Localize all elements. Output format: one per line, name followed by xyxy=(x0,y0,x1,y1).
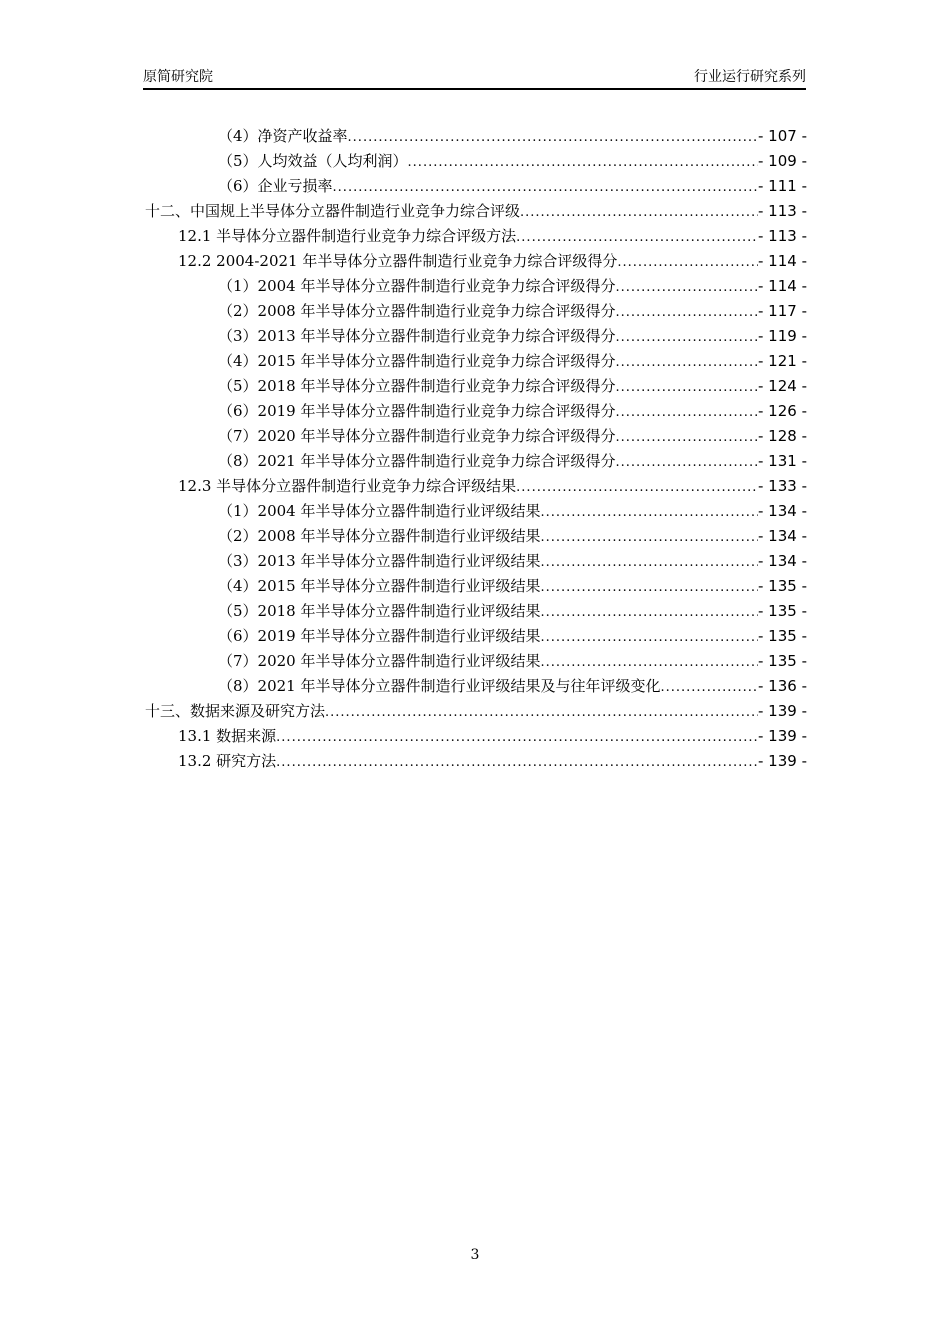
toc-dot-leader xyxy=(348,125,758,150)
toc-entry-title: （7）2020 年半导体分立器件制造行业评级结果 xyxy=(218,652,541,670)
toc-dot-leader xyxy=(616,425,759,450)
toc-dot-leader xyxy=(541,550,759,575)
toc-entry-title: 12.2 2004-2021 年半导体分立器件制造行业竞争力综合评级得分 xyxy=(178,252,618,270)
toc-entry-title: （8）2021 年半导体分立器件制造行业竞争力综合评级得分 xyxy=(218,452,616,470)
toc-section-entry[interactable] xyxy=(178,224,807,249)
toc-entry-page: - 114 - xyxy=(758,277,807,295)
toc-entry-title: （5）2018 年半导体分立器件制造行业评级结果 xyxy=(218,602,541,620)
toc-entry[interactable] xyxy=(218,374,807,399)
toc-entry-page: - 134 - xyxy=(758,552,807,570)
toc-entry-page: - 111 - xyxy=(758,177,807,195)
toc-section-entry[interactable] xyxy=(178,749,807,774)
toc-dot-leader xyxy=(541,500,759,525)
toc-entry-page: - 109 - xyxy=(758,152,807,170)
toc-entry-page: - 113 - xyxy=(758,227,807,245)
toc-entry-title: 十二、中国规上半导体分立器件制造行业竞争力综合评级 xyxy=(145,202,521,220)
page-number: 3 xyxy=(470,1247,480,1263)
toc-chapter-entry[interactable] xyxy=(145,699,807,724)
toc-dot-leader xyxy=(617,250,758,275)
toc-entry-page: - 139 - xyxy=(758,752,807,770)
toc-entry-page: - 135 - xyxy=(758,652,807,670)
toc-dot-leader xyxy=(616,400,759,425)
toc-dot-leader xyxy=(616,375,759,400)
toc-entry[interactable] xyxy=(218,299,807,324)
toc-entry-page: - 107 - xyxy=(758,127,807,145)
toc-entry[interactable] xyxy=(218,674,807,699)
toc-entry-title: （8）2021 年半导体分立器件制造行业评级结果及与往年评级变化 xyxy=(218,677,661,695)
toc-entry[interactable] xyxy=(218,599,807,624)
toc-entry-page: - 133 - xyxy=(758,477,807,495)
toc-dot-leader xyxy=(616,300,759,325)
page-header xyxy=(143,66,806,90)
toc-entry-page: - 135 - xyxy=(758,627,807,645)
toc-entry-page: - 114 - xyxy=(758,252,807,270)
toc-entry-title: （1）2004 年半导体分立器件制造行业评级结果 xyxy=(218,502,541,520)
toc-entry[interactable] xyxy=(218,649,807,674)
toc-entry[interactable] xyxy=(218,424,807,449)
toc-dot-leader xyxy=(541,625,759,650)
toc-section-entry[interactable] xyxy=(178,249,807,274)
toc-entry-page: - 139 - xyxy=(758,727,807,745)
toc-dot-leader xyxy=(541,600,759,625)
toc-entry[interactable] xyxy=(218,499,807,524)
toc-entry[interactable] xyxy=(218,149,807,174)
toc-entry-title: （3）2013 年半导体分立器件制造行业竞争力综合评级得分 xyxy=(218,327,616,345)
toc-entry-title: （4）2015 年半导体分立器件制造行业竞争力综合评级得分 xyxy=(218,352,616,370)
toc-entry-title: 12.3 半导体分立器件制造行业竞争力综合评级结果 xyxy=(178,477,517,495)
toc-entry-page: - 119 - xyxy=(758,327,807,345)
toc-entry[interactable] xyxy=(218,574,807,599)
toc-entry-title: 13.2 研究方法 xyxy=(178,752,277,770)
toc-dot-leader xyxy=(541,650,759,675)
toc-entry-title: （5）2018 年半导体分立器件制造行业竞争力综合评级得分 xyxy=(218,377,616,395)
toc-chapter-entry[interactable] xyxy=(145,199,807,224)
toc-dot-leader xyxy=(541,525,759,550)
toc-entry-title: （4）净资产收益率 xyxy=(218,127,348,145)
toc-entry-page: - 131 - xyxy=(758,452,807,470)
toc-entry-page: - 126 - xyxy=(758,402,807,420)
toc-entry-page: - 134 - xyxy=(758,502,807,520)
toc-dot-leader xyxy=(520,200,758,225)
toc-entry[interactable] xyxy=(218,324,807,349)
toc-entry-title: （5）人均效益（人均利润） xyxy=(218,152,408,170)
toc-entry[interactable] xyxy=(218,449,807,474)
toc-entry[interactable] xyxy=(218,349,807,374)
toc-entry[interactable] xyxy=(218,399,807,424)
toc-entry[interactable] xyxy=(218,174,807,199)
toc-dot-leader xyxy=(541,575,759,600)
toc-entry-page: - 113 - xyxy=(758,202,807,220)
toc-entry-page: - 128 - xyxy=(758,427,807,445)
toc-entry-title: （2）2008 年半导体分立器件制造行业竞争力综合评级得分 xyxy=(218,302,616,320)
toc-section-entry[interactable] xyxy=(178,474,807,499)
toc-entry-page: - 134 - xyxy=(758,527,807,545)
toc-dot-leader xyxy=(516,475,758,500)
toc-dot-leader xyxy=(616,325,759,350)
toc-entry-title: （6）企业亏损率 xyxy=(218,177,333,195)
toc-entry-page: - 135 - xyxy=(758,602,807,620)
toc-dot-leader xyxy=(616,275,759,300)
toc-dot-leader xyxy=(276,750,758,775)
toc-dot-leader xyxy=(276,725,758,750)
toc-entry-page: - 136 - xyxy=(758,677,807,695)
toc-entry-page: - 139 - xyxy=(758,702,807,720)
toc-entry-title: （4）2015 年半导体分立器件制造行业评级结果 xyxy=(218,577,541,595)
toc-entry[interactable] xyxy=(218,524,807,549)
toc-entry-title: （3）2013 年半导体分立器件制造行业评级结果 xyxy=(218,552,541,570)
toc-entry-title: （7）2020 年半导体分立器件制造行业竞争力综合评级得分 xyxy=(218,427,616,445)
toc-entry-title: （6）2019 年半导体分立器件制造行业评级结果 xyxy=(218,627,541,645)
toc-dot-leader xyxy=(616,450,759,475)
toc-entry[interactable] xyxy=(218,124,807,149)
toc-entry-title: 13.1 数据来源 xyxy=(178,727,277,745)
toc-entry-page: - 135 - xyxy=(758,577,807,595)
toc-entry-page: - 117 - xyxy=(758,302,807,320)
toc-entry-page: - 124 - xyxy=(758,377,807,395)
toc-entry-title: 十三、数据来源及研究方法 xyxy=(145,702,326,720)
toc-entry-title: （2）2008 年半导体分立器件制造行业评级结果 xyxy=(218,527,541,545)
toc-dot-leader xyxy=(408,150,758,175)
toc-entry[interactable] xyxy=(218,549,807,574)
toc-dot-leader xyxy=(616,350,759,375)
toc-entry-title: （1）2004 年半导体分立器件制造行业竞争力综合评级得分 xyxy=(218,277,616,295)
toc-entry[interactable] xyxy=(218,274,807,299)
toc-dot-leader xyxy=(516,225,758,250)
toc-dot-leader xyxy=(325,700,758,725)
header-institute-name: 原简研究院 xyxy=(143,69,213,85)
toc-dot-leader xyxy=(661,675,759,700)
toc-entry-title: 12.1 半导体分立器件制造行业竞争力综合评级方法 xyxy=(178,227,517,245)
toc-entry-page: - 121 - xyxy=(758,352,807,370)
toc-entry-title: （6）2019 年半导体分立器件制造行业竞争力综合评级得分 xyxy=(218,402,616,420)
toc-dot-leader xyxy=(333,175,758,200)
toc-entry[interactable] xyxy=(218,624,807,649)
toc-section-entry[interactable] xyxy=(178,724,807,749)
header-series-name: 行业运行研究系列 xyxy=(694,69,806,85)
